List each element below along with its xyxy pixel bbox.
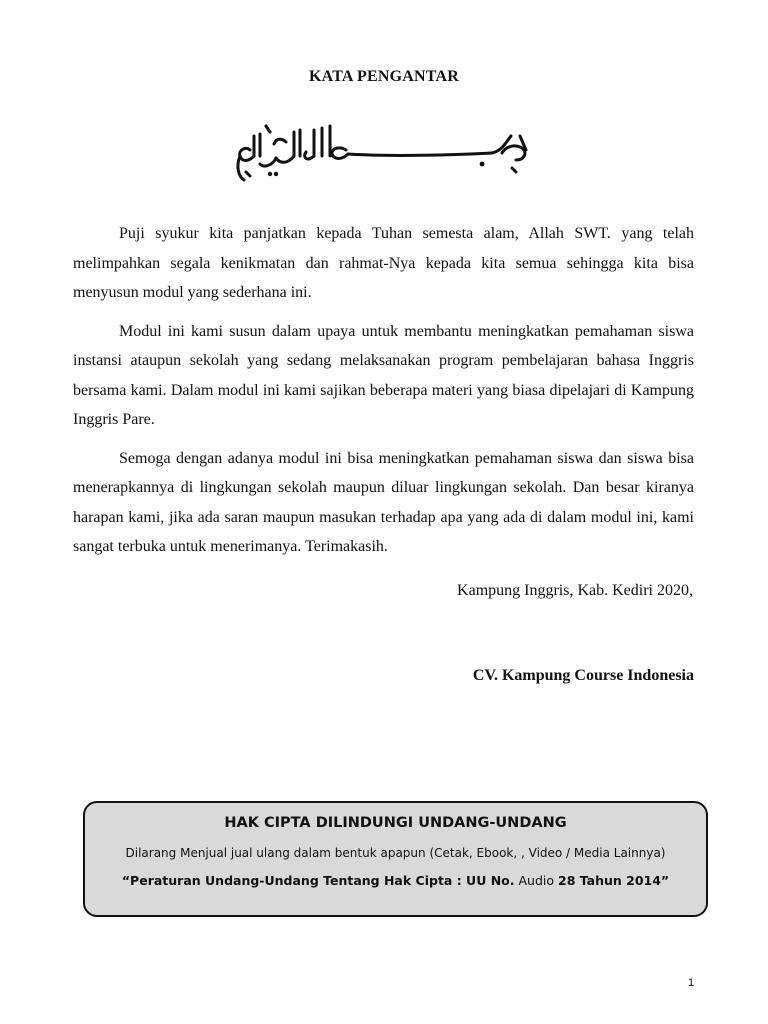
body-text: [73, 219, 694, 571]
page-title: KATA PENGANTAR: [309, 68, 459, 85]
copyright-law: [85, 873, 706, 888]
paragraph-3: Semoga dengan adanya modul ini bisa meningkatkan pemahaman siswa dan siswa bisa menerapkannya di lingkungan sekolah maupun diluar lingkungan sekolah. Dan besar kiranya harapan kami, jika ada saran maupun masukan terhadap apa yang ada di dalam modul ini, kami sangat terbuka untuk menerimanya. Terimakasih.: [73, 449, 694, 555]
copyright-law-part3: 28 Tahun 2014”: [558, 873, 670, 888]
company-name: CV. Kampung Course Indonesia: [472, 667, 694, 684]
copyright-title: HAK CIPTA DILINDUNGI UNDANG-UNDANG: [224, 815, 567, 831]
copyright-law-part2: Audio: [514, 873, 558, 888]
paragraph-2: Modul ini kami susun dalam upaya untuk membantu meningkatkan pemahaman siswa instansi ataupun sekolah yang sedang melaksanakan program pembelajaran bahasa Inggris bersama kami. Dalam modul ini kami sajikan beberapa materi yang biasa dipelajari di Kampung Inggris Pare.: [73, 322, 694, 428]
copyright-subtitle: Dilarang Menjual jual ulang dalam bentuk apapun (Cetak, Ebook, , Video / Media Lainnya): [125, 846, 666, 860]
place-date: Kampung Inggris, Kab. Kediri 2020,: [457, 582, 693, 599]
copyright-box: [83, 801, 708, 917]
page-number: 1: [688, 977, 695, 989]
basmala-calligraphy-icon: [230, 120, 540, 186]
copyright-law-part1: “Peraturan Undang-Undang Tentang Hak Cipta : UU No.: [121, 873, 515, 888]
paragraph-1: Puji syukur kita panjatkan kepada Tuhan semesta alam, Allah SWT. yang telah melimpahkan segala kenikmatan dan rahmat-Nya kepada kita semua sehingga kita bisa menyusun modul yang sederhana ini.: [73, 225, 694, 301]
